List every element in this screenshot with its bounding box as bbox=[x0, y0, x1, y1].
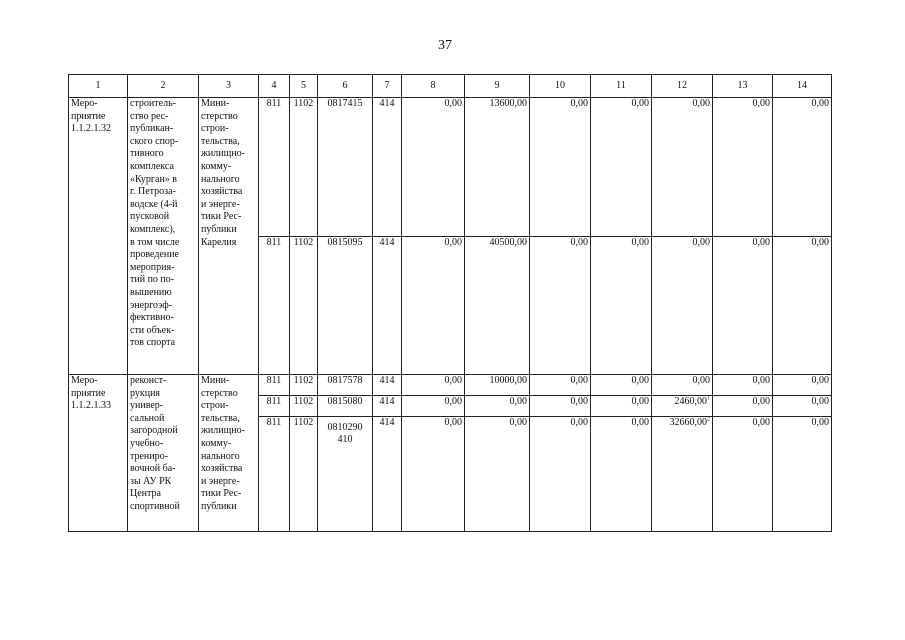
table-row bbox=[69, 98, 832, 237]
table-cell: 811 bbox=[259, 395, 290, 416]
table-cell: 0,00 bbox=[652, 98, 713, 237]
table-cell: 414 bbox=[373, 98, 402, 237]
column-header: 10 bbox=[530, 75, 591, 98]
table-cell: 414 bbox=[373, 395, 402, 416]
table-cell: 0,00 bbox=[402, 416, 465, 531]
table-cell: 0,00 bbox=[402, 98, 465, 237]
table-cell: 0,00 bbox=[652, 375, 713, 396]
table-cell-with-footnote bbox=[652, 416, 713, 531]
cell-value: 32660,00 bbox=[669, 416, 707, 428]
executor-cell: Мини- стерство строи- тельства, жилищно- комму- нального хозяйства и энерге- тики Рес- публики bbox=[199, 375, 259, 532]
column-header: 2 bbox=[128, 75, 199, 98]
column-header: 13 bbox=[713, 75, 773, 98]
table-cell: 0,00 bbox=[591, 395, 652, 416]
table-cell: 414 bbox=[373, 236, 402, 375]
table-cell: 811 bbox=[259, 416, 290, 531]
table-cell: 0,00 bbox=[402, 375, 465, 396]
header-row bbox=[69, 75, 832, 98]
table-cell: 0,00 bbox=[773, 236, 832, 375]
footnote-mark: 1 bbox=[707, 395, 710, 402]
table-cell: 0,00 bbox=[530, 98, 591, 237]
column-header: 1 bbox=[69, 75, 128, 98]
table-row bbox=[69, 375, 832, 396]
table-cell: 0,00 bbox=[530, 236, 591, 375]
description-cell: реконст- рукция универ- сальной загородной учебно- трениро- вочной ба- зы АУ РК Центра спортивной bbox=[128, 375, 199, 532]
table-cell: 0,00 bbox=[591, 375, 652, 396]
table-cell: 1102 bbox=[290, 395, 318, 416]
table-cell: 0817578 bbox=[318, 375, 373, 396]
column-header: 3 bbox=[199, 75, 259, 98]
table-cell: 0,00 bbox=[591, 416, 652, 531]
column-header: 12 bbox=[652, 75, 713, 98]
table-cell: 1102 bbox=[290, 98, 318, 237]
table-cell: 0,00 bbox=[530, 395, 591, 416]
table-cell: 414 bbox=[373, 416, 402, 531]
table-cell: 0,00 bbox=[713, 395, 773, 416]
table-cell: 0,00 bbox=[773, 395, 832, 416]
measure-cell: Меро- приятие 1.1.2.1.32 bbox=[69, 98, 128, 375]
table-cell-with-footnote bbox=[652, 395, 713, 416]
column-header: 8 bbox=[402, 75, 465, 98]
column-header: 14 bbox=[773, 75, 832, 98]
column-header: 9 bbox=[465, 75, 530, 98]
table-cell: 10000,00 bbox=[465, 375, 530, 396]
table-cell: 0,00 bbox=[591, 98, 652, 237]
table-cell: 0,00 bbox=[652, 236, 713, 375]
table-cell: 0,00 bbox=[402, 236, 465, 375]
table-cell: 0815095 bbox=[318, 236, 373, 375]
table-cell: 0,00 bbox=[713, 375, 773, 396]
table-cell: 1102 bbox=[290, 236, 318, 375]
table-cell: 0817415 bbox=[318, 98, 373, 237]
table-cell: 0,00 bbox=[402, 395, 465, 416]
column-header: 6 bbox=[318, 75, 373, 98]
table-cell: 0,00 bbox=[773, 98, 832, 237]
executor-cell: Мини- стерство строи- тельства, жилищно- комму- нального хозяйства и энерге- тики Рес- публики Карелия bbox=[199, 98, 259, 375]
table-cell: 811 bbox=[259, 98, 290, 237]
table-cell: 40500,00 bbox=[465, 236, 530, 375]
table-cell: 0,00 bbox=[591, 236, 652, 375]
page-number: 37 bbox=[438, 38, 452, 53]
footnote-mark: 2 bbox=[707, 416, 710, 423]
measure-cell: Меро- приятие 1.1.2.1.33 bbox=[69, 375, 128, 532]
table-cell: 1102 bbox=[290, 416, 318, 531]
table-cell: 414 bbox=[373, 375, 402, 396]
table-cell: 0810290 410 bbox=[318, 416, 373, 531]
table-cell: 811 bbox=[259, 236, 290, 375]
table-cell: 0,00 bbox=[713, 236, 773, 375]
table-cell: 0,00 bbox=[465, 395, 530, 416]
budget-table bbox=[68, 74, 832, 532]
column-header: 7 bbox=[373, 75, 402, 98]
description-cell: строитель- ство рес- публикан- ского спор- тивного комплекса «Курган» в г. Петроза- водске (4-й пусковой комплекс), в том числе проведение мероприя- тий по по- вышению энергоэф- фективно- сти объек- тов спорта bbox=[128, 98, 199, 375]
table-cell: 0,00 bbox=[713, 416, 773, 531]
table-cell: 0,00 bbox=[773, 416, 832, 531]
table-cell: 0,00 bbox=[530, 375, 591, 396]
table-cell: 811 bbox=[259, 375, 290, 396]
column-header: 5 bbox=[290, 75, 318, 98]
cell-value: 2460,00 bbox=[674, 395, 707, 407]
table-cell: 0815080 bbox=[318, 395, 373, 416]
table-cell: 0,00 bbox=[773, 375, 832, 396]
table-cell: 0,00 bbox=[713, 98, 773, 237]
table-cell: 0,00 bbox=[530, 416, 591, 531]
table-cell: 1102 bbox=[290, 375, 318, 396]
table-cell: 0,00 bbox=[465, 416, 530, 531]
table-cell: 13600,00 bbox=[465, 98, 530, 237]
column-header: 4 bbox=[259, 75, 290, 98]
column-header: 11 bbox=[591, 75, 652, 98]
